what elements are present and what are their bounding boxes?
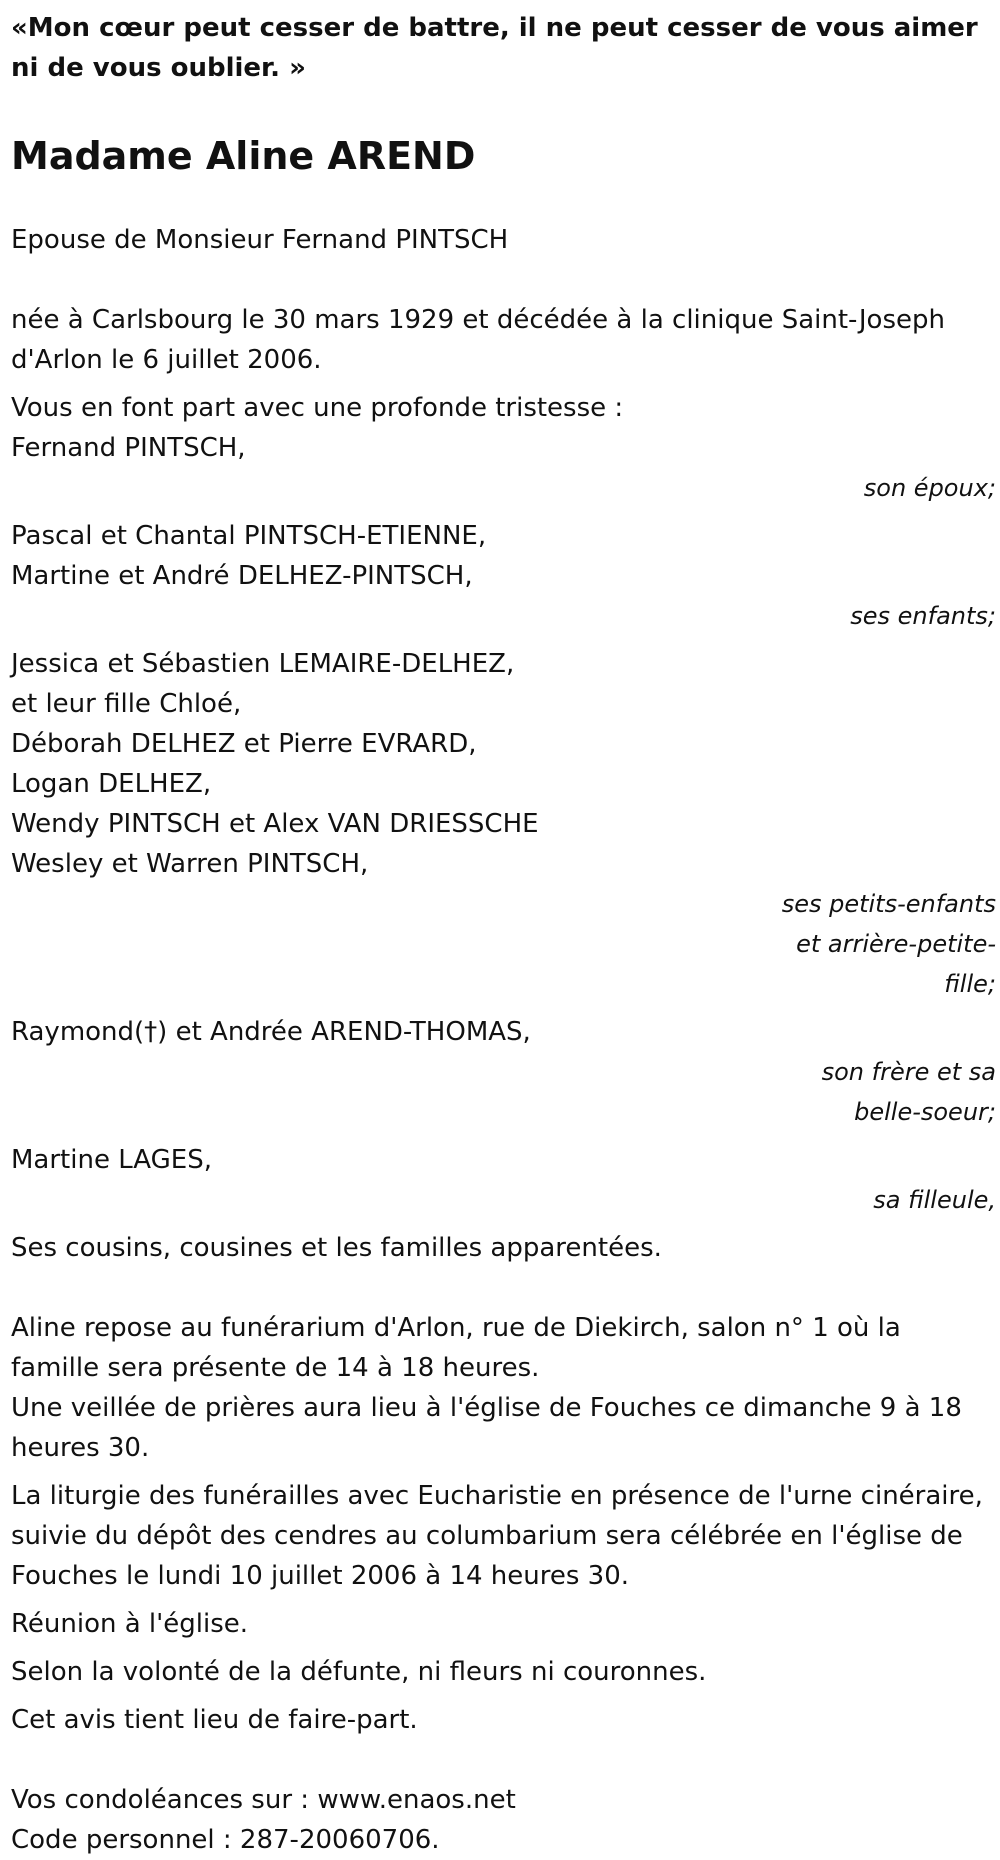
funerarium-paragraph: Aline repose au funérarium d'Arlon, rue de Diekirch, salon n° 1 où la famille sera présente de 14 à 18 heures. <box>11 1313 901 1383</box>
grandchildren-role-line: et arrière-petite- <box>796 930 996 958</box>
spacer <box>11 380 1000 388</box>
spacer <box>11 1220 1000 1228</box>
grandchild-name: Wendy PINTSCH et Alex VAN DRIESSCHE <box>11 809 539 839</box>
condolences-line: Vos condoléances sur : www.enaos.net <box>11 1785 516 1815</box>
grandchildren-role <box>11 884 996 1004</box>
spacer <box>11 260 1000 300</box>
sibling-role <box>11 1052 996 1132</box>
grandchild-name: Logan DELHEZ, <box>11 769 212 799</box>
spacer <box>11 1004 1000 1012</box>
child-name: Martine et André DELHEZ-PINTSCH, <box>11 561 473 591</box>
sibling-role-line: son frère et sa <box>821 1058 996 1086</box>
spacer <box>11 636 1000 644</box>
announce-intro: Vous en font part avec une profonde tristesse : <box>11 393 624 423</box>
relatives-line: Ses cousins, cousines et les familles apparentées. <box>11 1233 662 1263</box>
grandchild-name: Wesley et Warren PINTSCH, <box>11 849 369 879</box>
epigraph-quote: «Mon cœur peut cesser de battre, il ne peut cesser de vous aimer ni de vous oublier. » <box>11 13 978 83</box>
sibling-role-line: belle-soeur; <box>854 1098 996 1126</box>
spacer <box>11 180 1000 220</box>
spouse-role: son époux; <box>863 474 996 502</box>
grandchild-name: et leur fille Chloé, <box>11 689 242 719</box>
children-role: ses enfants; <box>850 602 996 630</box>
goddaughter-name: Martine LAGES, <box>11 1145 212 1175</box>
spacer <box>11 1132 1000 1140</box>
spacer <box>11 1468 1000 1476</box>
grandchildren-role-line: ses petits-enfants <box>781 890 996 918</box>
spacer <box>11 1740 1000 1780</box>
child-name: Pascal et Chantal PINTSCH-ETIENNE, <box>11 521 487 551</box>
birth-death-paragraph: née à Carlsbourg le 30 mars 1929 et décédée à la clinique Saint-Joseph d'Arlon le 6 juillet 2006. <box>11 305 945 375</box>
grandchild-name: Jessica et Sébastien LEMAIRE-DELHEZ, <box>11 649 515 679</box>
spacer <box>11 1692 1000 1700</box>
spacer <box>11 1268 1000 1308</box>
goddaughter-role: sa filleule, <box>873 1186 996 1214</box>
notice-statement: Cet avis tient lieu de faire-part. <box>11 1705 418 1735</box>
sibling-name: Raymond(†) et Andrée AREND-THOMAS, <box>11 1017 531 1047</box>
meeting-line: Réunion à l'église. <box>11 1609 249 1639</box>
spouse-name: Fernand PINTSCH, <box>11 433 246 463</box>
spacer <box>11 1596 1000 1604</box>
deceased-name: Madame Aline AREND <box>11 134 476 178</box>
vigil-paragraph: Une veillée de prières aura lieu à l'église de Fouches ce dimanche 9 à 18 heures 30. <box>11 1393 962 1463</box>
personal-code: Code personnel : 287-20060706. <box>11 1825 440 1855</box>
spacer <box>11 508 1000 516</box>
spouse-line: Epouse de Monsieur Fernand PINTSCH <box>11 225 509 255</box>
grandchildren-role-line: fille; <box>944 970 996 998</box>
grandchild-name: Déborah DELHEZ et Pierre EVRARD, <box>11 729 477 759</box>
spacer <box>11 1644 1000 1652</box>
flowers-line: Selon la volonté de la défunte, ni fleurs ni couronnes. <box>11 1657 707 1687</box>
liturgy-paragraph: La liturgie des funérailles avec Eucharistie en présence de l'urne cinéraire, suivie du dépôt des cendres au columbarium sera célébrée en l'église de Fouches le lundi 10 juillet 2006 à 14 heures 30. <box>11 1481 983 1591</box>
